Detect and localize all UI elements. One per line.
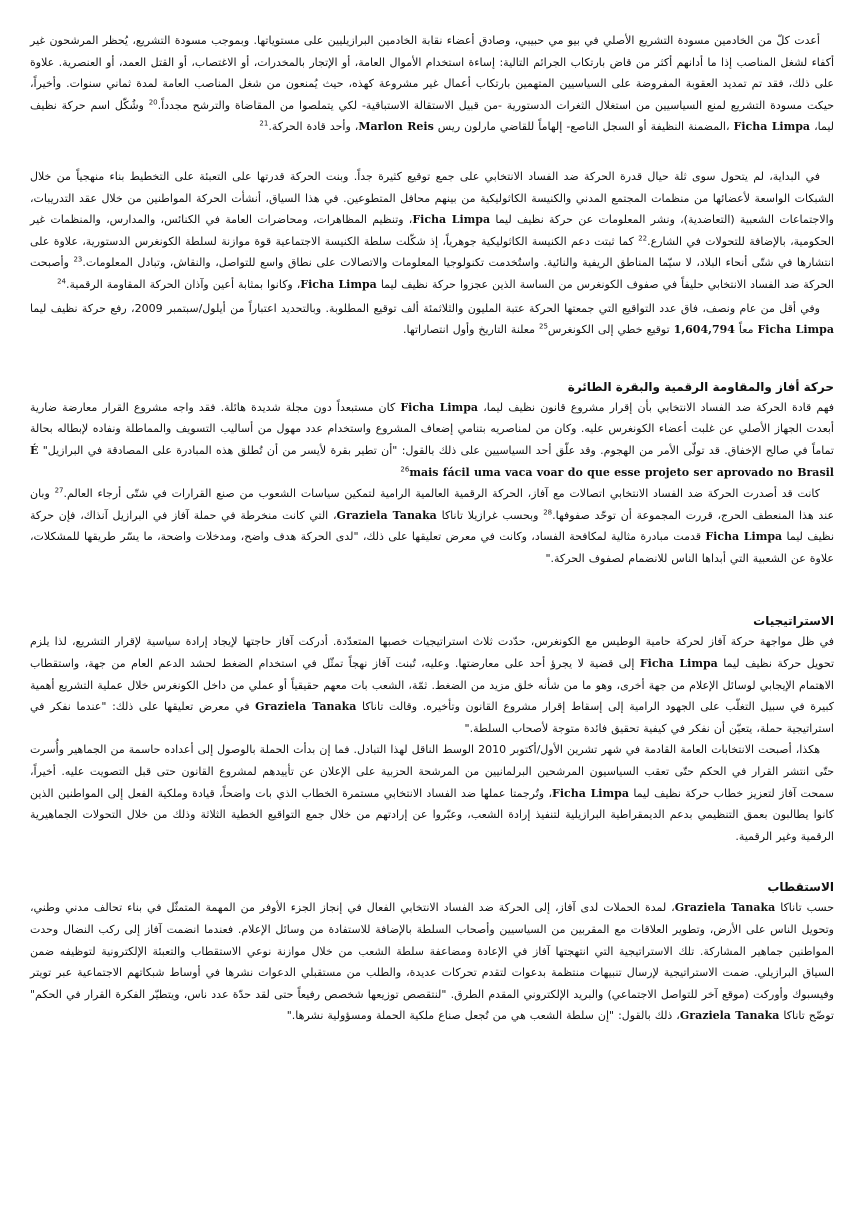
signature-count: 1,604,794 xyxy=(673,323,735,337)
latin-term: Ficha Limpa xyxy=(757,323,834,337)
text-run: معاً xyxy=(738,323,754,337)
text-run: ،المضمنة النظيفة أو السجل الناصع- إلهاماً للقاضي مارلون ريس xyxy=(437,120,730,134)
text-run: فهم قادة الحركة ضد الفساد الانتخابي بأن إقرار مشروع قانون نظيف ليما، xyxy=(483,400,835,414)
momentum-paragraph-2 xyxy=(30,483,834,569)
mobilization-paragraph-1 xyxy=(30,897,834,1027)
latin-term: Graziela Tanaka xyxy=(255,700,357,714)
footnote-ref: 25 xyxy=(538,322,548,331)
section-heading-strategies: الاستراتيجيات xyxy=(753,614,834,629)
latin-term: Ficha Limpa xyxy=(412,213,491,227)
text-run: وشُكّل اسم حركة نظيف ليما، xyxy=(30,98,834,134)
footnote-ref: 28 xyxy=(543,508,553,517)
section-heading-avaaz: حركة أفاز والمقاومة الرقمية والبقرة الطائرة xyxy=(567,379,834,394)
text-run: كانت قد أصدرت الحركة ضد الفساد الانتخابي اتصالات مع آفاز، الحركة الرقمية العالمية الرامية لتمكين سياسات الشعوب من صنع القرارات في شتّى أرجاء العالم. xyxy=(63,487,820,501)
latin-term: Graziela Tanaka xyxy=(674,901,776,915)
text-run: وبان عند هذا المنعطف الحرج، قررت المجموعة أن توحّد صفوفها. xyxy=(30,487,835,522)
text-run: حسب تاناكا xyxy=(780,901,835,915)
text-run: هكذا، أصبحت الانتخابات العامة القادمة في شهر تشرين الأول/أكتوبر 2010 الوسط الناقل لهذا التبادل. فما إن بدأت الحملة بالوصول إلى أعداده حاسمة من الجماهير وأُسرت حتّى انتشر القرار في الحكم حتّى تعقب السياسيون المرشحين البرلمانيين من المرشحة الحزبية على الإعلان عن تأييدهم لمشروع القانون حتى قبل التصويت عليه. أخيراً، سمحت آفاز لتعزيز خطاب حركة نظيف ليما xyxy=(30,743,834,800)
momentum-paragraph-1 xyxy=(30,397,834,483)
text-run: توقيع خطي إلى الكونغرس xyxy=(547,323,670,337)
latin-term: Ficha Limpa xyxy=(639,657,718,671)
footnote-ref: 22 xyxy=(638,234,648,243)
strategies-paragraph-2 xyxy=(30,739,834,847)
latin-term: Graziela Tanaka xyxy=(336,508,437,522)
text-run: إلى قضية لا يجرؤ أحد على معارضتها. وعليه، تُبنت آفاز نهجاً تمثّل في استخدام الضغط لحشد الدعم العام من جهة، واستقطاب الاهتمام الإيجابي لوسائل الإعلام من جهة أخرى، وهو ما من شأنه خلق مزيد من الضغط. ثمّة، الشعب بات معهم حقيقياً أو عملي من داخل الكونغرس خلال عملية التشريع أهمية كبيرة في سبيل التغلّب على الجهود الرامية إلى إسقاط إقرار مشروع القانون وتأخيره. وقالت تاناكا xyxy=(30,657,835,714)
portuguese-quote: É mais fácil uma vaca voar do que esse projeto ser aprovado no Brasil xyxy=(30,443,834,479)
footnote-ref: 26 xyxy=(400,464,410,473)
text-run: معلنة التاريخ وأول انتصاراتها. xyxy=(403,323,535,337)
footnote-ref: 20 xyxy=(148,98,158,107)
text-run: في معرض تعليقها على ذلك: "عندما نفكر في استراتيجية حملة، يتعيّن أن نفكر في كيفية تحقيق فائدة متوجة لأصحاب السلطة." xyxy=(30,700,834,735)
text-run: قدمت مبادرة مثالية لمكافحة الفساد، وكانت في معرض تعليقها على ذلك، "لدى الحركة هدف واضح، ومدخلات واضحة، ما يسّر طريقها للمشكلات، علاوة عن الشعبية التي أبداها الناس للانضمام لصفوف الحركة." xyxy=(30,530,834,565)
footnote-ref: 21 xyxy=(259,119,269,128)
text-run: في ظل مواجهة حركة آفاز لحركة حامية الوطيس مع الكونغرس، حدّدت ثلاث استراتيجيات خصبها المتعدّدة. أدركت آفاز حاجتها لإيجاد إرادة سياسية لإقرار التشريع، لذا يلزم تحويل حركة نظيف ليما xyxy=(30,635,835,671)
latin-term: Marlon Reis xyxy=(358,120,434,134)
intro-paragraph-3 xyxy=(30,298,834,341)
text-run: وبحسب غرازيلا تاناكا xyxy=(441,508,539,522)
footnote-ref: 24 xyxy=(57,277,66,286)
intro-paragraph-2 xyxy=(30,166,834,296)
text-run: كان مستبعداً دون مجلة شديدة هائلة. فقد واجه مشروع القرار معارضة ضارية أبعدت الجهاز الأصلي عن غلبت أعضاء الكونغرس عليه. وكان من لمناصريه بتنامي إضعاف المشروع واستخدام عدد مهول من أساليب التسويف والمماطلة ونفاده لإبطاله بحالة تماماً في صالح الإخفاق. قد تولّى الأمر من الهجوم. وقد علّق أحد السياسيين على ذلك بالقول: "أن تطير بقرة لأيسر من أن تُطلق هذه المبادرة على المصادقة في البرازيل" xyxy=(30,400,834,457)
text-run: ، وكانوا بمثابة أعين وآذان الحركة المقاومة الرقمية. xyxy=(66,277,301,291)
footnote-ref: 27 xyxy=(54,486,64,495)
intro-paragraph-1 xyxy=(30,30,834,138)
text-run: ، ذلك بالقول: "إن سلطة الشعب هي من تُجعل صناع ملكية الحملة ومسؤولية نشرها." xyxy=(286,1009,680,1023)
text-run: ، وأحد قادة الحركة. xyxy=(268,120,359,134)
text-run: "لنتقصص توزيعها شخصص رفيعاً حتى لقد حدّة عدد ناس، ويتطيّر الفكرة القرار في الحكم" توضّح تاناكا xyxy=(30,987,834,1023)
footnote-ref: 23 xyxy=(73,255,83,264)
strategies-paragraph-1 xyxy=(30,631,834,739)
latin-term: Ficha Limpa xyxy=(400,400,479,414)
latin-term: Ficha Limpa xyxy=(733,120,811,134)
text-run: أعدت كلّ من الخادمين مسودة التشريع الأصلي في بيو مي حبيبي، وصادق أعضاء نقابة الخادمين البرازيليين على مستوياتها. وبموجب مسودة التشريع، يُحظر المرشحون غير أكفاء لشغل المناصب إذا ما أدانهم أكثر من قاض بارتكاب الجرائم التالية: إساءة استخدام الأموال العامة، أو الإتجار بالمخدرات، أو الاغتصاب، أو القتل العمد، أو العنصرية. علاوة على ذلك، فقد تم تمديد العقوبة المفروضة على السياسيين المتهمين بارتكاب أعمال غير مشروعة كهذه، حيث يُمنعون من شغل المناصب العامة لمدة ثماني سنوات. وأخيراً، حيكت مسودة التشريع لمنع السياسيين من استغلال الثغرات الدستورية -من قبيل الاستقالة الاستباقية- لكي يتملصوا من المقاضاة والترشح مجدداً. xyxy=(30,34,834,112)
text-run: كما ثبتت دعم الكنيسة الكاثوليكية جوهرياً، إذ شكّلت سلطة الكنيسة الاجتماعية قوة موازنة لسلطة الكونغرس الدستورية، علاوة على انتشارها في شتّى أنحاء البلاد، لا سيّما المناطق الريفية والنائية. واستُخدمت تكنولوجيا المعلومات والاتصالات على نطاق واسع للتواصل، والنقاش، وتبادل المعلومات. xyxy=(30,234,834,270)
text-run: ، لمدة الحملات لدى آفاز، إلى الحركة ضد الفساد الانتخابي الفعال في إنجاز الجزء الأوفر من المهمة المتمثّل في بناء تحالف مدني وطني، وتحويل الناس على الأرض، وتطوير العلاقات مع المقربين من السياسيين وأصحاب السلطة بالإضافة للاستفادة من وسائل الإعلام. فعندما انضمت آفاز إلى ركب النضال وحدت المواطنين جماهير المشاركة. تلك الاستراتيجية التي انتهجتها آفاز في الإعادة ومضاعفة سلطة الشعب من خلال موازنة نوعي الاستقطاب والتعبئة الإلكترونية لتوظيفه ضمن السياق البرازيلي. ضمت الاستراتيجية لإرسال تنبيهات منتظمة بدعوات لتقدم تحركات عديدة، والطلب من مستقبلي الدعوات نشرها في أوساط شبكاتهم الاجتماعية عبر تويتر وفيسبوك وأوركت (موقع آخر للتواصل الاجتماعي) والبريد الإلكتروني المقدم الطرق. xyxy=(30,901,834,1001)
text-run: وأصبحت الحركة ضد الفساد الانتخابي حليفاً في صفوف الكونغرس من الساسة الذين عجزوا حركة نظيف ليما xyxy=(30,256,834,291)
latin-term: Ficha Limpa xyxy=(552,786,629,800)
text-run: وفي أقل من عام ونصف، فاق عدد التواقيع التي جمعتها الحركة عتبة المليون والثلاثمئة ألف توقيع المطلوبة. وبالتحديد اعتباراً من أيلول/سبتمبر 2009، رفع حركة نظيف ليما xyxy=(30,301,820,315)
text-run: في البداية، لم يتحول سوى ثلة حيال قدرة الحركة ضد الفساد الانتخابي على جمع توقيع كثيرة جداً. وبنت الحركة قدرتها على التعبئة على التخطيط بناء منهجياً من خلال الشبكات الواسعة لأعضائها من منظمات المجتمع المدني والكنيسة الكاثوليكية من بينهم محافل المتطوعين. في هذا السياق، أنشأت الحركة المواطنين من خلال عقد التدريبات، والاجتماعات الشعبية (التعاضدية)، ونشر المعلومات عن حركة نظيف ليما xyxy=(30,169,834,227)
text-run: ، وتنظيم المظاهرات، ومحاضرات العامة في الكنائس، والمدارس، والمنظمات غير الحكومية، بالإضافة للتحولات في الشارع. xyxy=(30,213,835,248)
latin-term: Ficha Limpa xyxy=(300,277,377,291)
latin-term: Ficha Limpa xyxy=(705,530,783,544)
section-heading-mobilization: الاستقطاب xyxy=(767,880,834,895)
text-run: ، وتُرجمتا عملها ضد الفساد الانتخابي مستمرة الخطاب الذي بات واضحاً، قيادة وملكية الفعل إلى المواطنين الذين كانوا يطالبون بعمق التنظيمي بدعم الديمقراطية البرازيلية لتنفيذ إرادة الشعب، وعبّروا عن إرادتهم من خلال جمع التواقيع الخطية الثلاثة وذلك من خلال التحولات الجماهيرية الرقمية وغير الرقمية. xyxy=(30,786,834,843)
latin-term: Graziela Tanaka xyxy=(679,1009,780,1023)
text-run: ، التي كانت منخرطة في حملة آفاز في البرازيل آنذاك، فإن حركة نظيف ليما xyxy=(30,508,834,544)
